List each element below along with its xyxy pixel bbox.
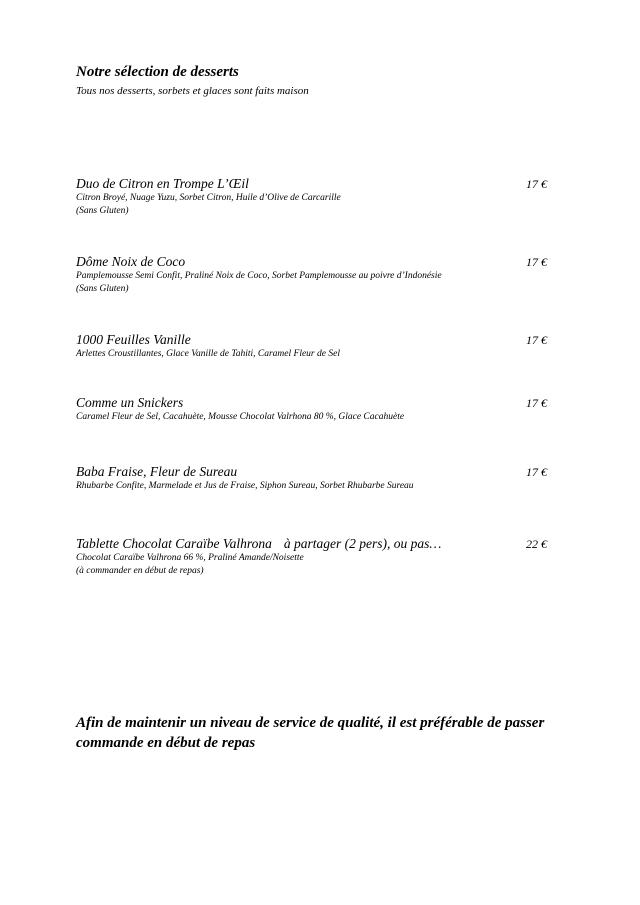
dessert-description: Pamplemousse Semi Confit, Praliné Noix de Coco, Sorbet Pamplemousse au poivre d’Indonésie <box>76 271 442 281</box>
dessert-name-tail: à partager (2 pers), ou pas… <box>283 536 442 551</box>
dessert-price: 17 € <box>526 255 547 269</box>
dessert-item-tablette-chocolat <box>76 536 556 578</box>
dessert-note: (à commander en début de repas) <box>76 566 204 576</box>
dessert-name: Comme un Snickers <box>76 395 184 410</box>
page-title: Notre sélection de desserts <box>76 64 239 80</box>
dessert-price: 17 € <box>526 396 547 410</box>
dessert-item-duo-citron <box>76 176 556 218</box>
dessert-description: Arlettes Croustillantes, Glace Vanille de Tahiti, Caramel Fleur de Sel <box>76 349 340 359</box>
dessert-item-dome-coco <box>76 254 556 296</box>
dessert-item-snickers <box>76 395 556 424</box>
dessert-description: Caramel Fleur de Sel, Cacahuète, Mousse Chocolat Valrhona 80 %, Glace Cacahuète <box>76 412 405 422</box>
footer-note: Afin de maintenir un niveau de service de qualité, il est préférable de passer commande en début de repas <box>76 715 545 751</box>
dessert-note: (Sans Gluten) <box>76 284 129 294</box>
dessert-item-baba-fraise <box>76 464 556 493</box>
dessert-price: 22 € <box>526 537 547 551</box>
dessert-name: Baba Fraise, Fleur de Sureau <box>76 464 238 479</box>
dessert-description: Rhubarbe Confite, Marmelade et Jus de Fraise, Siphon Sureau, Sorbet Rhubarbe Sureau <box>76 481 414 491</box>
dessert-price: 17 € <box>526 465 547 479</box>
dessert-price: 17 € <box>526 333 547 347</box>
dessert-price: 17 € <box>526 177 547 191</box>
dessert-item-mille-feuilles <box>76 332 556 361</box>
dessert-name: 1000 Feuilles Vanille <box>76 332 191 347</box>
dessert-name: Tablette Chocolat Caraïbe Valhrona <box>76 536 272 551</box>
page-subtitle: Tous nos desserts, sorbets et glaces sont faits maison <box>76 85 309 97</box>
dessert-description: Citron Broyé, Nuage Yuzu, Sorbet Citron, Huile d’Olive de Carcarille <box>76 193 341 203</box>
dessert-name: Dôme Noix de Coco <box>76 254 186 269</box>
dessert-note: (Sans Gluten) <box>76 206 129 216</box>
dessert-description: Chocolat Caraïbe Valhrona 66 %, Praliné Amande/Noisette <box>76 553 304 563</box>
dessert-name: Duo de Citron en Trompe L’Œil <box>76 176 249 191</box>
dessert-name-line <box>76 536 556 552</box>
